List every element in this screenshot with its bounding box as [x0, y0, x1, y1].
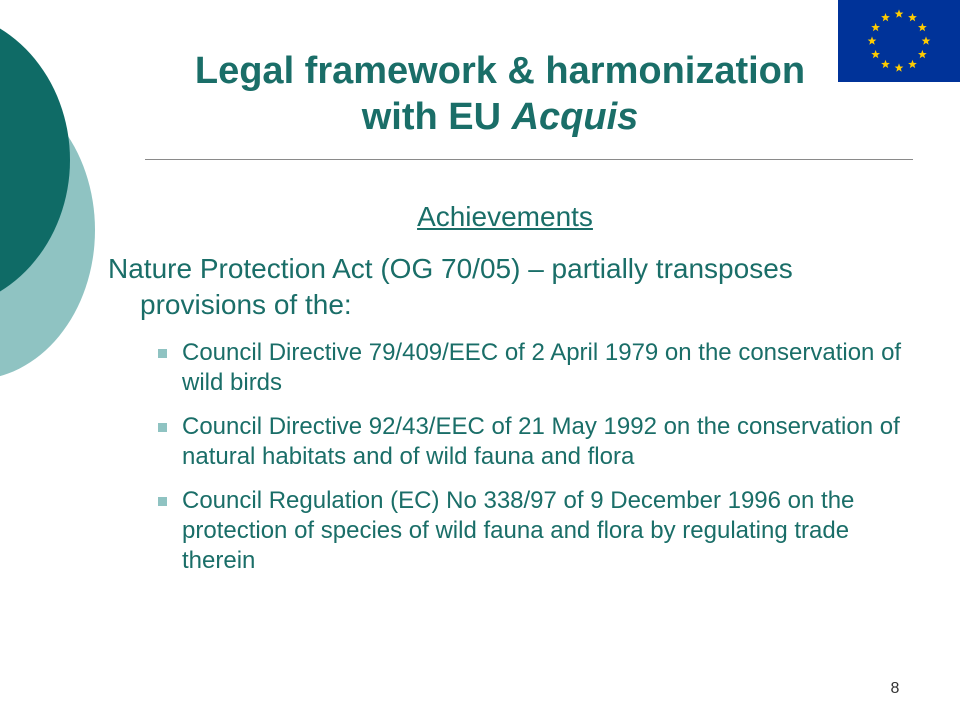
lead-text: Nature Protection Act (OG 70/05) – partially transposes provisions of the:	[108, 253, 793, 320]
square-bullet-icon	[158, 349, 167, 358]
section-subtitle: Achievements	[417, 201, 593, 232]
title-line-2	[140, 94, 860, 140]
title-line-2-text: with EU	[361, 96, 512, 138]
square-bullet-icon	[158, 423, 167, 432]
title-divider	[145, 159, 913, 160]
bullet-text: Council Directive 79/409/EEC of 2 April 1979 on the conservation of wild birds	[182, 339, 902, 396]
bullet-list	[158, 338, 918, 590]
page-number: 8	[890, 680, 900, 697]
slide-title	[140, 48, 860, 140]
bullet-text: Council Directive 92/43/EEC of 21 May 1992 on the conservation of natural habitats and of wild fauna and flora	[182, 413, 900, 470]
bullet-text: Council Regulation (EC) No 338/97 of 9 December 1996 on the protection of species of wild fauna and flora by regulating trade therein	[182, 487, 855, 574]
bullet-item	[158, 412, 918, 472]
bullet-item	[158, 486, 918, 576]
square-bullet-icon	[158, 497, 167, 506]
title-line-1: Legal framework & harmonization	[194, 50, 806, 92]
title-emphasis: Acquis	[511, 96, 639, 138]
bullet-item	[158, 338, 918, 398]
